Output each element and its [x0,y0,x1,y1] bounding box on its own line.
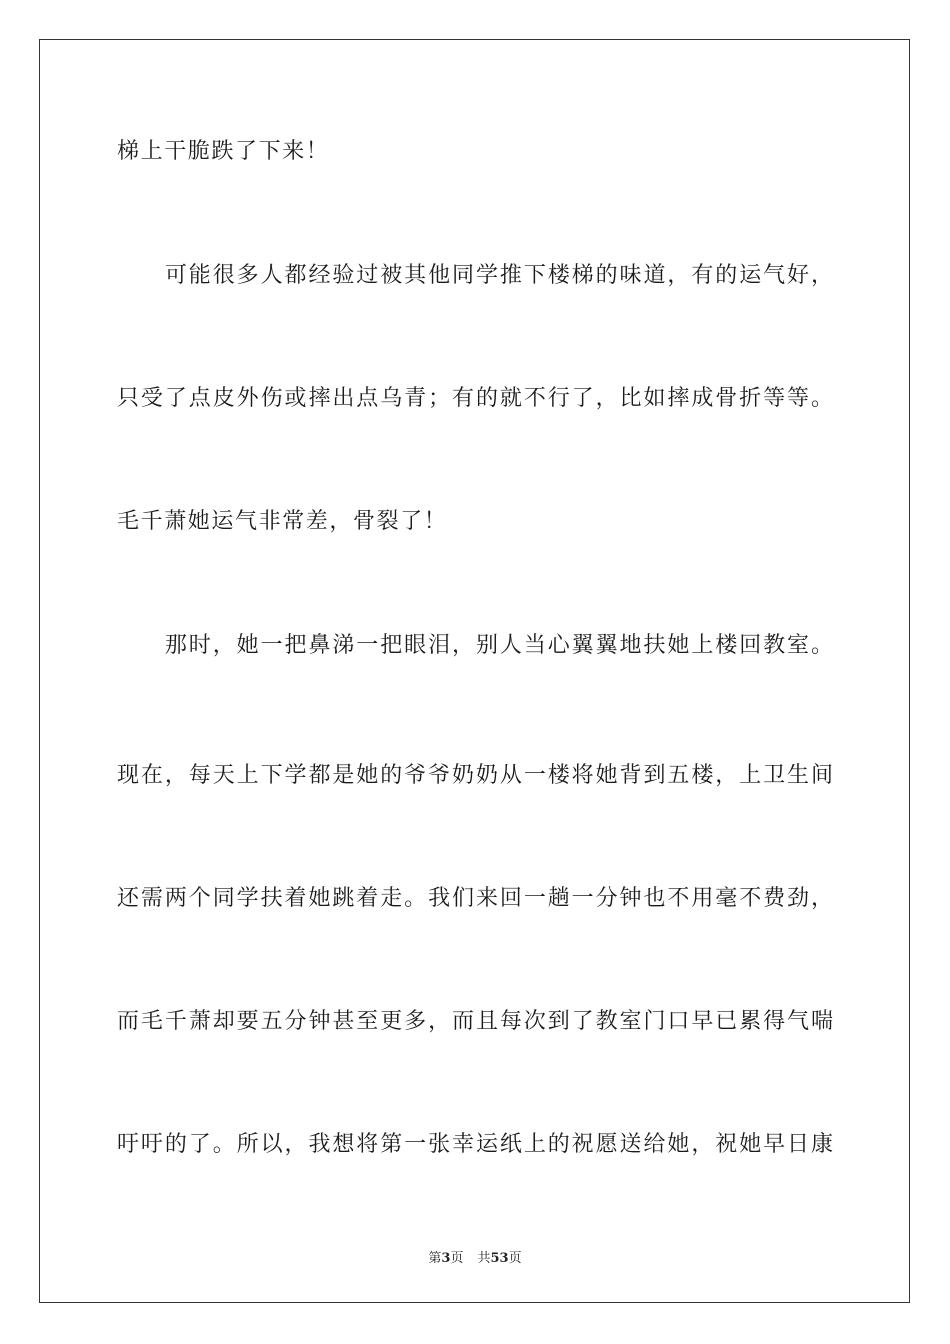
text-line: 可能很多人都经验过被其他同学推下楼梯的味道，有的运气好， [117,263,833,288]
text-line: 现在，每天上下学都是她的爷爷奶奶从一楼将她背到五楼，上卫生间 [117,763,833,788]
page-number: 3 [441,1251,451,1266]
text-line: 只受了点皮外伤或摔出点乌青；有的就不行了，比如摔成骨折等等。 [117,386,833,411]
text-line: 毛千萧她运气非常差，骨裂了！ [117,509,448,534]
total-prefix: 共 [477,1251,491,1266]
page-suffix: 页 [450,1251,464,1266]
text-line: 吁吁的了。所以，我想将第一张幸运纸上的祝愿送给她，祝她早日康 [117,1132,833,1157]
text-line: 而毛千萧却要五分钟甚至更多，而且每次到了教室门口早已累得气喘 [117,1009,833,1034]
page-prefix: 第 [428,1251,442,1266]
text-line: 那时，她一把鼻涕一把眼泪，别人当心翼翼地扶她上楼回教室。 [117,633,833,658]
page-border [39,39,910,1303]
text-line: 梯上干脆跌了下来！ [117,139,330,164]
text-line: 还需两个同学扶着她跳着走。我们来回一趟一分钟也不用毫不费劲， [117,886,833,911]
page-footer [0,1247,950,1266]
total-suffix: 页 [508,1251,522,1266]
total-pages: 53 [490,1251,509,1266]
